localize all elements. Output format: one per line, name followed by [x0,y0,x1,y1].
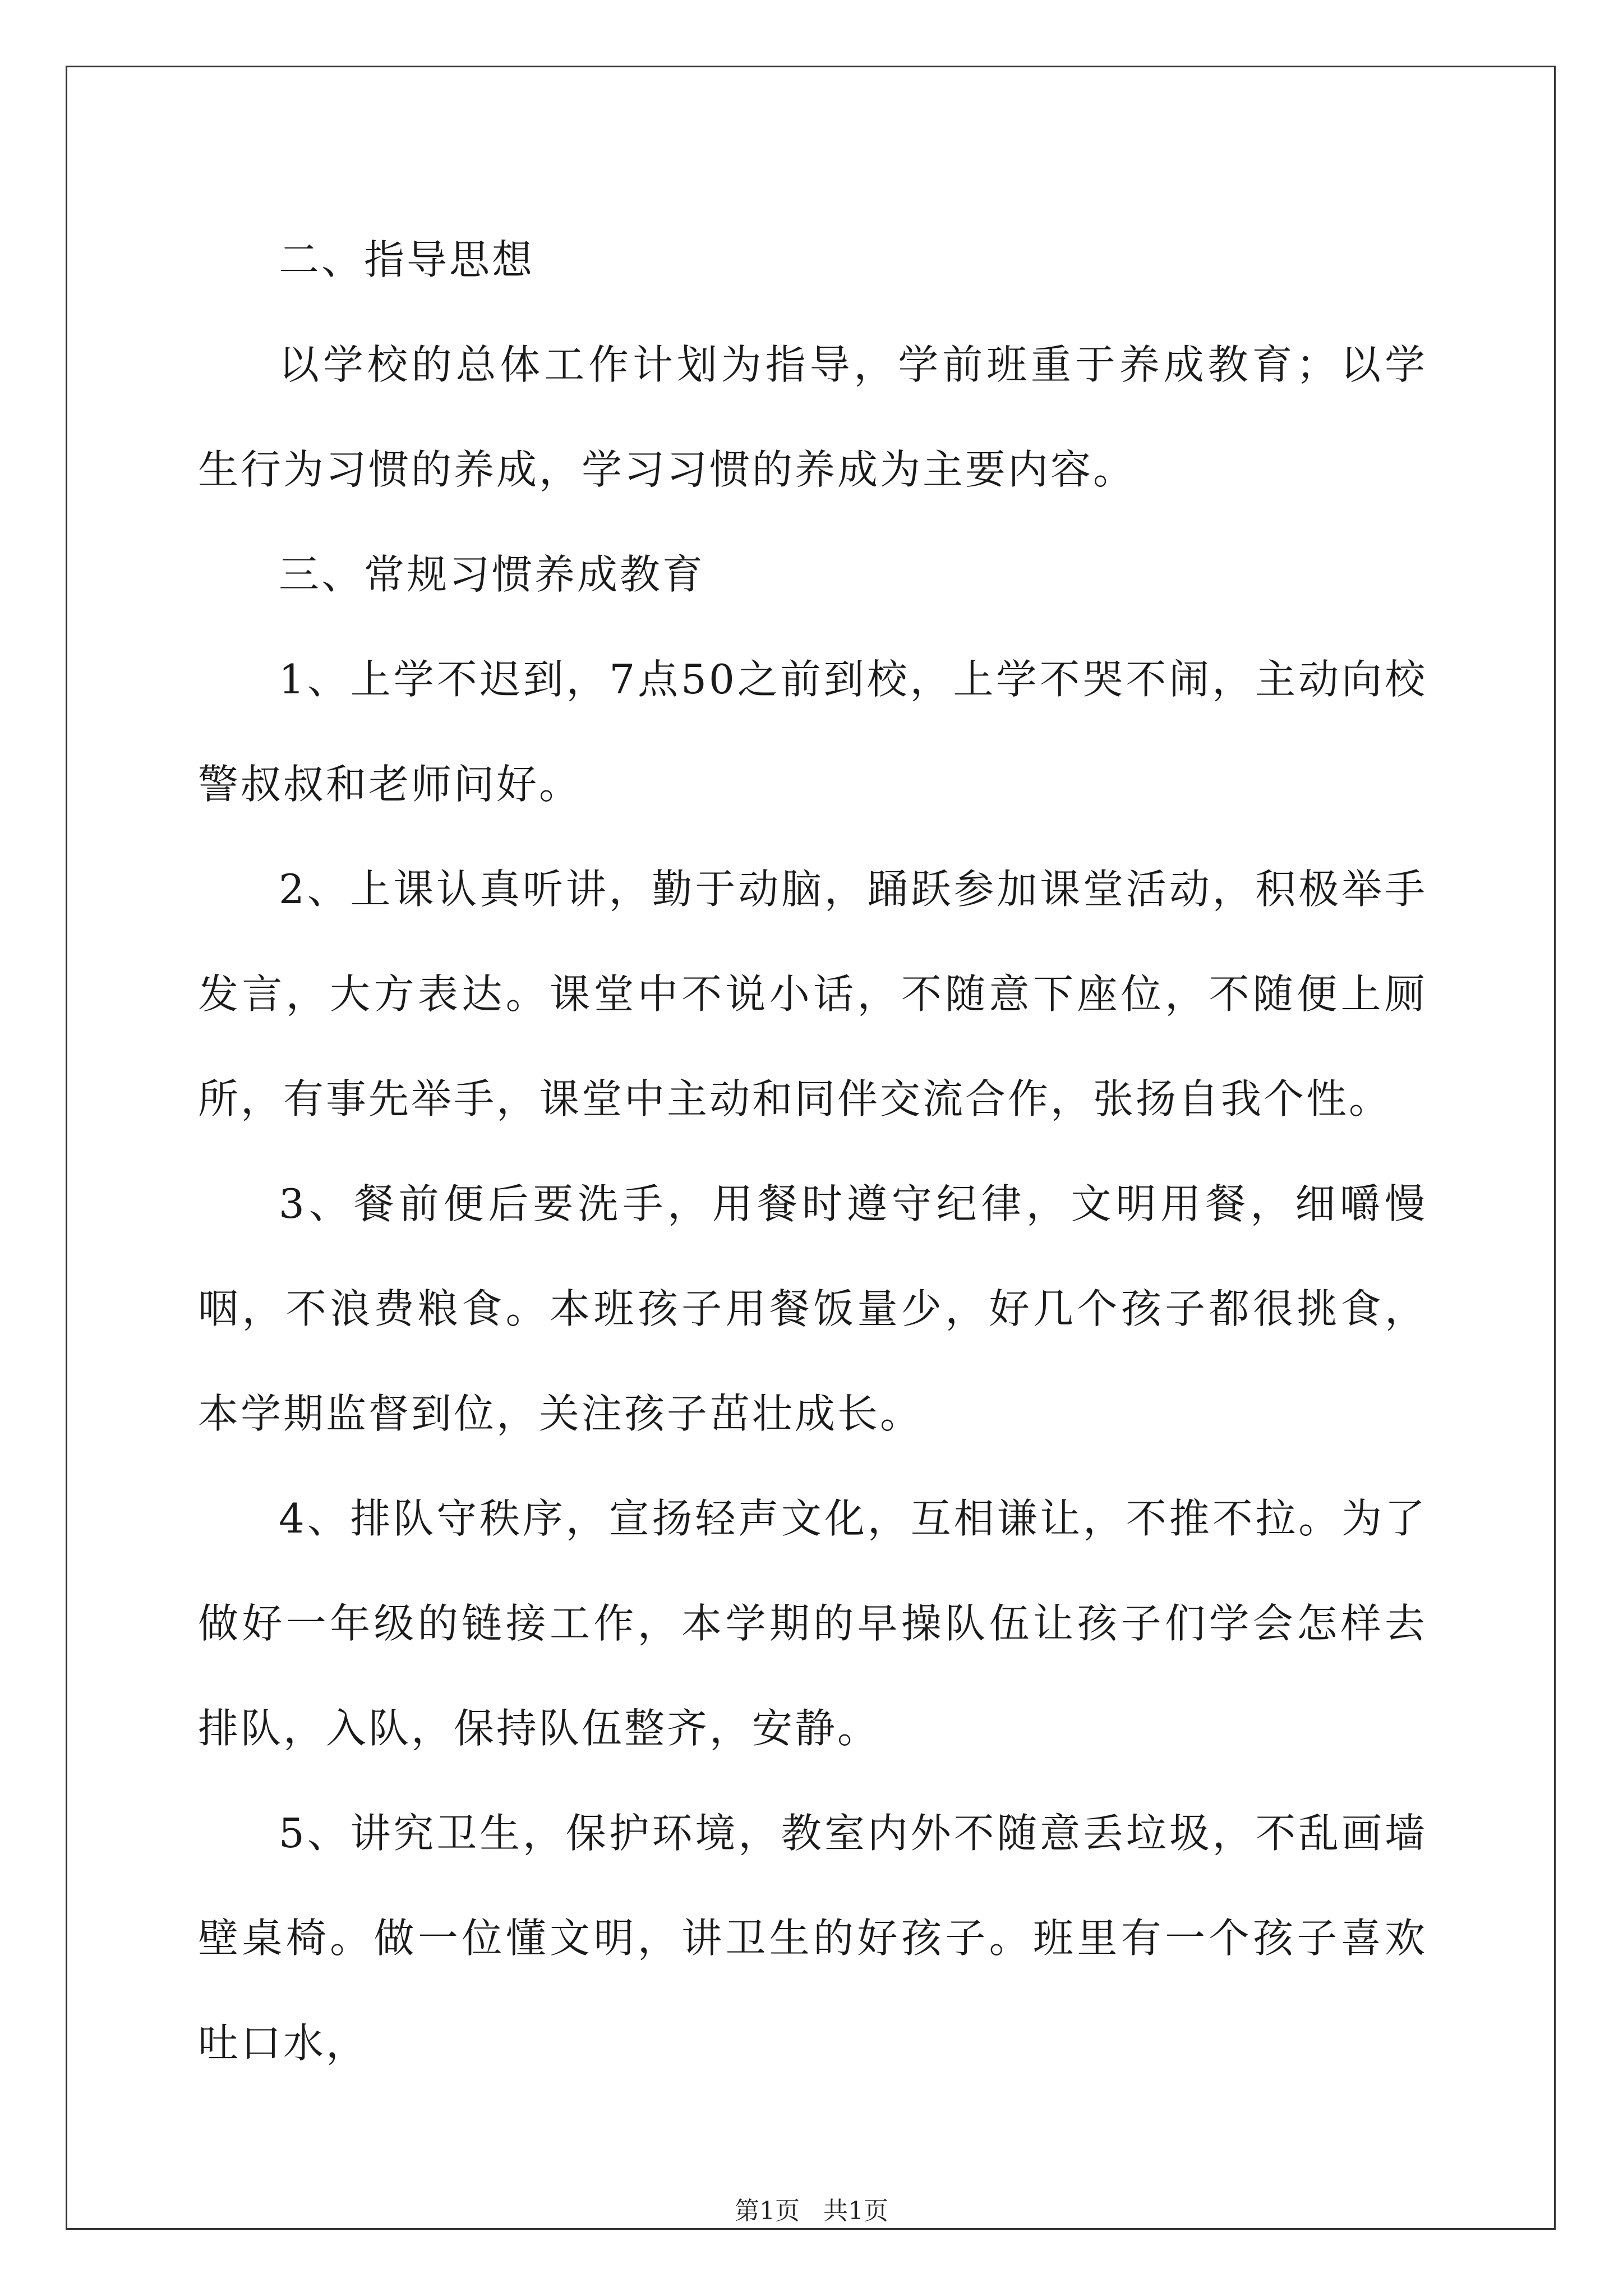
page-number: 第1页 [735,2197,800,2225]
page-total: 共1页 [823,2197,888,2225]
document-body [198,208,1427,2096]
section-heading-habit-education: 三、常规习惯养成教育 [279,551,706,598]
section-heading-guiding-ideology: 二、指导思想 [279,236,535,283]
list-item-4: 4、排队守秩序，宣扬轻声文化，互相谦让，不推不拉。为了做好一年级的链接工作，本学期的早操队伍让孩子们学会怎样去排队，入队，保持队伍整齐，安静。 [198,1495,1427,1752]
page-footer [0,2191,1623,2226]
list-item-3: 3、餐前便后要洗手，用餐时遵守纪律，文明用餐，细嚼慢咽，不浪费粮食。本班孩子用餐饭量少，好几个孩子都很挑食，本学期监督到位，关注孩子茁壮成长。 [198,1180,1427,1437]
list-item-1: 1、上学不迟到，7点50之前到校，上学不哭不闹，主动向校警叔叔和老师问好。 [198,656,1427,808]
list-item-5: 5、讲究卫生，保护环境，教室内外不随意丢垃圾，不乱画墙壁桌椅。做一位懂文明，讲卫生的好孩子。班里有一个孩子喜欢吐口水， [198,1810,1427,2067]
list-item-2: 2、上课认真听讲，勤于动脑，踊跃参加课堂活动，积极举手发言，大方表达。课堂中不说小话，不随意下座位，不随便上厕所，有事先举手，课堂中主动和同伴交流合作，张扬自我个性。 [198,866,1427,1122]
paragraph-guiding-ideology: 以学校的总体工作计划为指导，学前班重于养成教育；以学生行为习惯的养成，学习习惯的养成为主要内容。 [198,341,1427,493]
